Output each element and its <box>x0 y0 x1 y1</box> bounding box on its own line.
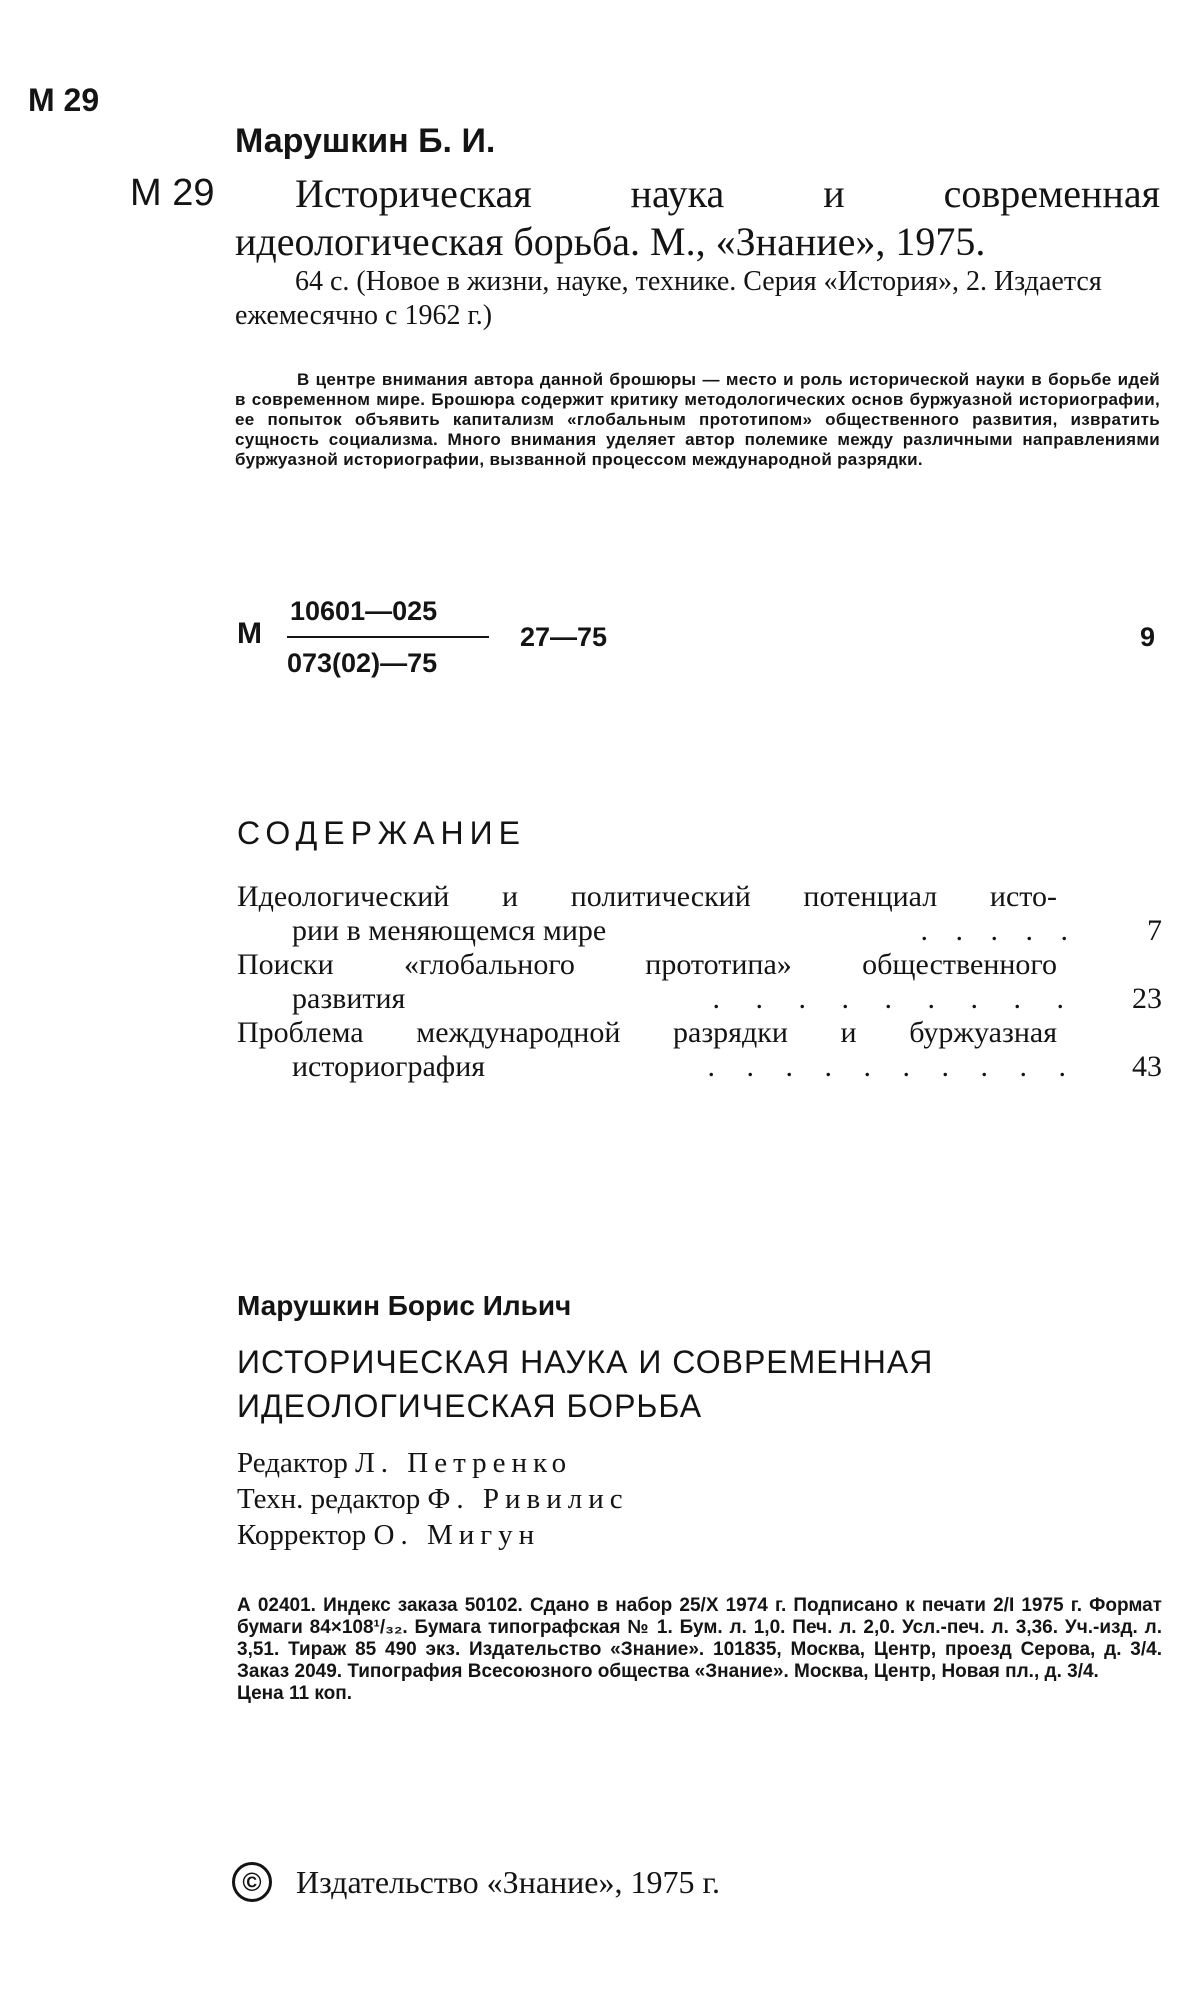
toc-entry-continuation <box>237 914 1162 948</box>
credit-label: Редактор <box>237 1447 348 1479</box>
credit-tech-editor <box>237 1481 629 1517</box>
toc-entry <box>237 1016 1162 1084</box>
credit-name: Л. Петренко <box>355 1447 573 1479</box>
classification-digit: 9 <box>1140 622 1156 652</box>
toc-entry-title-end: историография <box>292 1050 486 1083</box>
toc-entry <box>237 948 1162 1016</box>
series-info: 64 с. (Новое в жизни, науке, технике. Серия «История», 2. Издается ежемесячно с 1962 г.) <box>235 266 1102 331</box>
toc-page-number: 43 <box>1132 1050 1162 1083</box>
imprint-block <box>237 1595 1162 1705</box>
toc-entry-continuation <box>237 1050 1162 1084</box>
colophon-title-line1: ИСТОРИЧЕСКАЯ НАУКА И СОВРЕМЕННАЯ <box>237 1344 934 1380</box>
copyright-text: Издательство «Знание», 1975 г. <box>296 1863 720 1900</box>
colophon-author: Марушкин Борис Ильич <box>237 1290 572 1321</box>
colophon-title <box>237 1340 933 1428</box>
bibliographic-code: М 29 <box>28 82 100 118</box>
toc-entry-continuation <box>237 982 1162 1016</box>
abstract: В центре внимания автора данной брошюры — место и роль исторической науки в борьбе идей в современном мире. Брошюра содержит критику методологических основ буржуазной историографии, ее попыток объявить капитализм «глобальным прототипом» общественного развития, извратить сущность социализма. Много внимания уделяет автор полемике между различными направлениями буржуазной историографии, вызванной процессом международной разрядки. <box>235 370 1160 469</box>
toc-leader-dots: . . . . . . . . . <box>712 982 1078 1015</box>
toc-leader-dots: . . . . . . . . . . <box>707 1050 1078 1083</box>
bibliographic-code-secondary: М 29 <box>130 172 215 214</box>
credit-label: Корректор <box>237 1519 367 1551</box>
credit-name: О. Мигун <box>373 1519 541 1551</box>
toc-leader-dots: . . . . . <box>920 914 1078 947</box>
price: Цена 11 коп. <box>237 1683 352 1704</box>
credit-editor <box>237 1445 629 1481</box>
toc-entry-title: Поиски «глобального прототипа» общественного <box>237 948 1057 981</box>
credit-label: Техн. редактор <box>237 1483 421 1515</box>
toc-entry-title-end: рии в меняющемся мире <box>292 914 607 947</box>
author-short: Марушкин Б. И. <box>235 122 496 160</box>
table-of-contents <box>237 880 1162 1084</box>
credit-name: Ф. Ривилис <box>427 1483 629 1515</box>
toc-page-number: 7 <box>1147 914 1162 947</box>
classification-extra: 27—75 <box>520 622 608 652</box>
toc-entry-title: Идеологический и политический потенциал исто- <box>237 880 1057 913</box>
toc-heading: СОДЕРЖАНИЕ <box>237 815 526 851</box>
copyright-line <box>232 1862 720 1902</box>
book-title: Историческая наука и современная идеологическая борьба. М., «Знание», 1975. <box>235 171 1160 264</box>
fraction-bar <box>287 636 489 638</box>
toc-page-number: 23 <box>1132 982 1162 1015</box>
classification-letter: М <box>237 617 262 650</box>
copyright-icon: © <box>232 1862 272 1902</box>
credit-corrector <box>237 1517 629 1553</box>
toc-entry-title-end: развития <box>292 982 406 1015</box>
imprint-details: А 02401. Индекс заказа 50102. Сдано в набор 25/X 1974 г. Подписано к печати 2/I 1975 г. Формат бумаги 84×108¹/₃₂. Бумага типографская № 1. Бум. л. 1,0. Печ. л. 2,0. Усл.-печ. л. 3,36. Уч.-изд. л. 3,51. Тираж 85 490 экз. Издательство «Знание». 101835, Москва, Центр, проезд Серова, д. 3/4. Заказ 2049. Типография Всесоюзного общества «Знание». Москва, Центр, Новая пл., д. 3/4. <box>237 1595 1162 1682</box>
credits <box>237 1445 629 1553</box>
classification-denominator: 073(02)—75 <box>287 648 438 678</box>
colophon-title-line2: ИДЕОЛОГИЧЕСКАЯ БОРЬБА <box>237 1388 703 1424</box>
toc-entry-title: Проблема международной разрядки и буржуазная <box>237 1016 1057 1049</box>
toc-entry <box>237 880 1162 948</box>
classification-numerator: 10601—025 <box>290 596 438 626</box>
